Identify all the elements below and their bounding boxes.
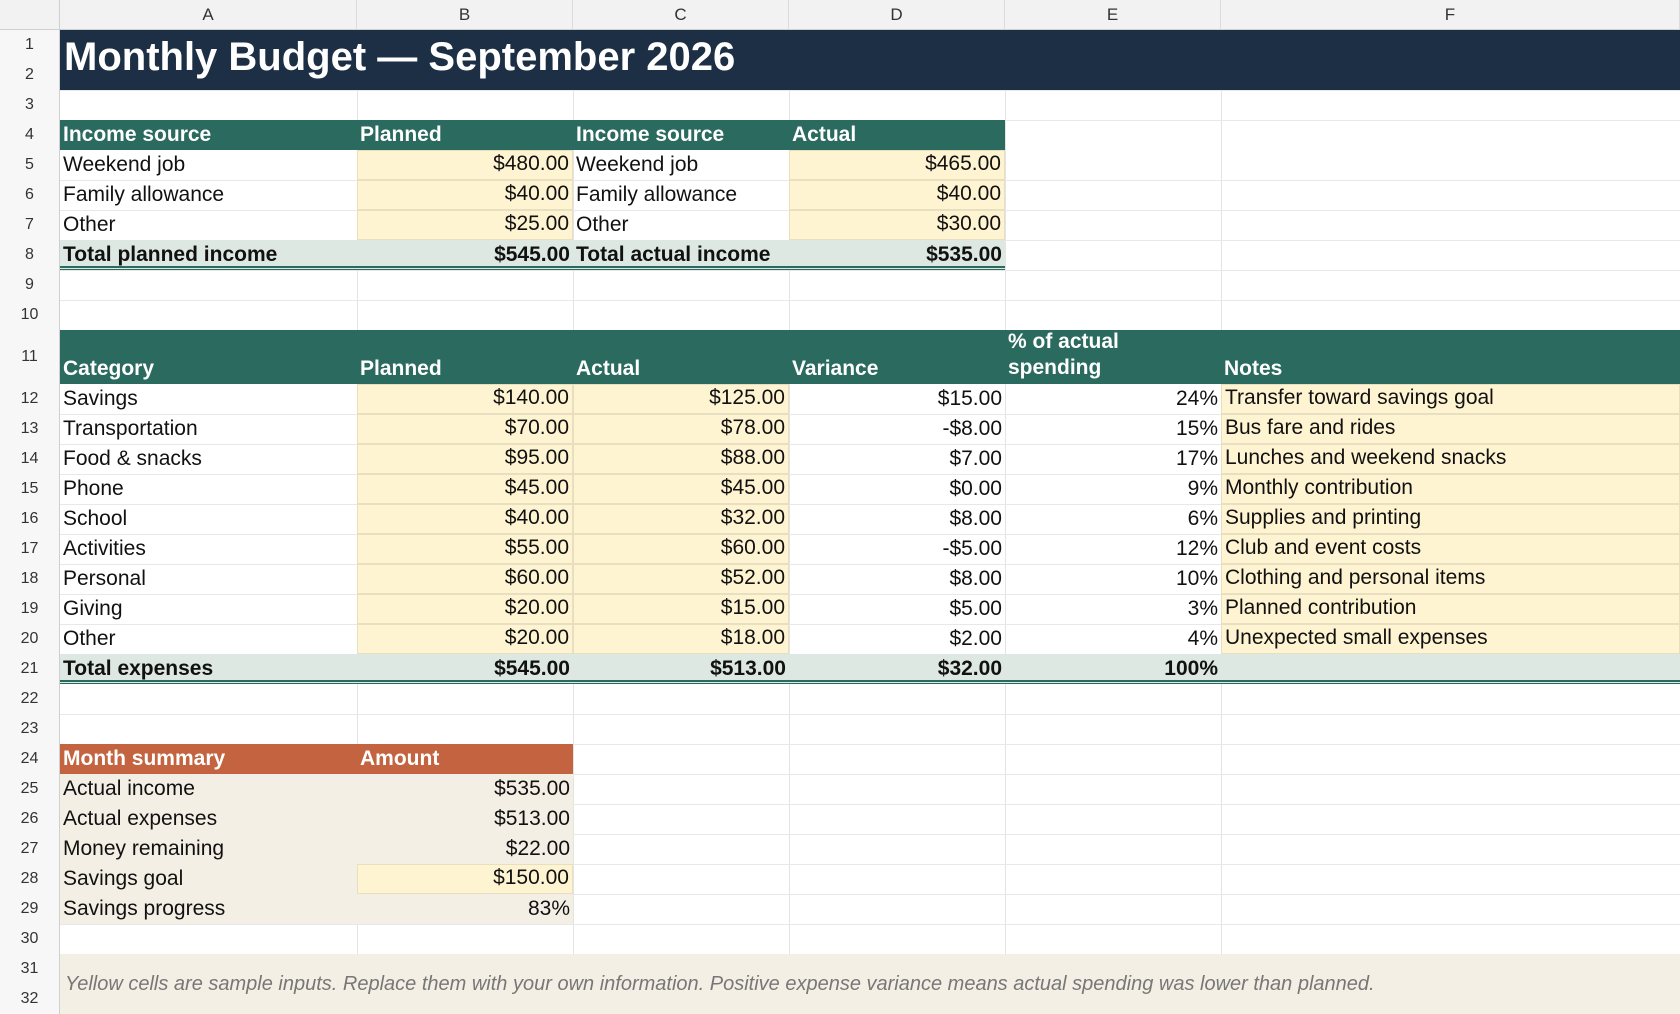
expense-category-cell[interactable]: School [63,507,128,530]
expense-actual-input[interactable]: $125.00 [573,384,789,414]
expense-header-percent[interactable] [1005,330,1221,384]
row-header[interactable]: 26 [0,804,60,834]
expense-variance-cell[interactable]: $0.00 [949,477,1002,500]
expense-header-actual[interactable]: Actual [573,330,789,384]
summary-header-amount[interactable]: Amount [357,744,573,774]
income-source-cell[interactable]: Weekend job [576,153,699,176]
gridline [60,714,1680,715]
expense-category-cell[interactable]: Activities [63,537,146,560]
savings-goal-input[interactable]: $150.00 [357,864,573,894]
gridline [60,924,1680,925]
income-source-cell[interactable]: Weekend job [63,153,186,176]
row-header[interactable]: 24 [0,744,60,774]
expense-actual-input[interactable]: $88.00 [573,444,789,474]
expense-percent-cell[interactable]: 9% [1187,477,1218,500]
gridline [60,90,1680,91]
income-planned-input[interactable]: $25.00 [357,210,573,240]
expense-notes-input[interactable]: Bus fare and rides [1221,414,1680,444]
row-header[interactable]: 7 [0,210,60,240]
expense-percent-cell[interactable]: 10% [1175,567,1218,590]
expense-percent-cell[interactable]: 17% [1175,447,1218,470]
expense-notes-input[interactable]: Clothing and personal items [1221,564,1680,594]
total-planned-income-value[interactable]: $545.00 [357,240,573,270]
income-source-cell[interactable]: Family allowance [63,183,225,206]
summary-label-cell[interactable]: Savings progress [60,894,357,924]
expense-percent-cell[interactable]: 12% [1175,537,1218,560]
row-header[interactable]: 2 [0,60,60,90]
row-header[interactable]: 19 [0,594,60,624]
column-header-f[interactable]: F [1221,0,1680,30]
expense-variance-cell[interactable]: $8.00 [949,567,1002,590]
column-header-b[interactable]: B [357,0,573,30]
expense-variance-cell[interactable]: $15.00 [937,387,1002,410]
column-header-e[interactable]: E [1005,0,1221,30]
expense-notes-input[interactable]: Lunches and weekend snacks [1221,444,1680,474]
expense-header-planned[interactable]: Planned [357,330,573,384]
income-actual-input[interactable]: $40.00 [789,180,1005,210]
expense-planned-input[interactable]: $55.00 [357,534,573,564]
expense-header-category[interactable]: Category [60,330,357,384]
expense-category-cell[interactable]: Personal [63,567,146,590]
expense-notes-input[interactable]: Transfer toward savings goal [1221,384,1680,414]
row-header[interactable]: 21 [0,654,60,684]
expense-notes-input[interactable]: Monthly contribution [1221,474,1680,504]
expense-header-variance[interactable]: Variance [789,330,1005,384]
expense-category-cell[interactable]: Phone [63,477,124,500]
instruction-note[interactable]: Yellow cells are sample inputs. Replace them with your own information. Positive expense variance means actual spending was lower than planned. [60,954,1680,1014]
income-actual-input[interactable]: $30.00 [789,210,1005,240]
expense-variance-cell[interactable]: $8.00 [949,507,1002,530]
row-header[interactable]: 16 [0,504,60,534]
expense-variance-cell[interactable]: -$5.00 [942,537,1002,560]
summary-label-cell[interactable]: Actual income [60,774,357,804]
row-header[interactable]: 10 [0,300,60,330]
expense-percent-cell[interactable]: 6% [1187,507,1218,530]
income-header-actual[interactable]: Actual [789,120,1005,150]
column-header-a[interactable]: A [60,0,357,30]
row-header[interactable]: 5 [0,150,60,180]
gridline [60,270,1680,271]
expense-actual-input[interactable]: $60.00 [573,534,789,564]
income-planned-input[interactable]: $480.00 [357,150,573,180]
total-planned-income-label[interactable]: Total planned income [60,240,357,270]
row-header[interactable]: 31 [0,954,60,984]
summary-header-label[interactable]: Month summary [60,744,357,774]
total-expenses-variance[interactable]: $32.00 [789,654,1005,684]
select-all-corner[interactable] [0,0,60,30]
gridline [60,300,1680,301]
total-expenses-actual[interactable]: $513.00 [573,654,789,684]
summary-label-cell[interactable]: Savings goal [60,864,357,894]
expense-actual-input[interactable]: $52.00 [573,564,789,594]
expense-percent-cell[interactable]: 15% [1175,417,1218,440]
expense-planned-input[interactable]: $70.00 [357,414,573,444]
row-header[interactable]: 23 [0,714,60,744]
row-header[interactable]: 17 [0,534,60,564]
total-expenses-planned[interactable]: $545.00 [357,654,573,684]
income-header-source-actual[interactable]: Income source [573,120,789,150]
column-header-d[interactable]: D [789,0,1005,30]
row-header[interactable]: 22 [0,684,60,714]
income-source-cell[interactable]: Other [63,213,116,236]
expense-variance-cell[interactable]: $7.00 [949,447,1002,470]
expense-percent-cell[interactable]: 24% [1175,387,1218,410]
expense-planned-input[interactable]: $95.00 [357,444,573,474]
row-header[interactable]: 14 [0,444,60,474]
row-header[interactable]: 28 [0,864,60,894]
summary-label-cell[interactable]: Actual expenses [60,804,357,834]
expense-actual-input[interactable]: $32.00 [573,504,789,534]
row-header[interactable]: 4 [0,120,60,150]
row-header[interactable]: 20 [0,624,60,654]
double-underline [60,266,1005,270]
expense-notes-input[interactable]: Unexpected small expenses [1221,624,1680,654]
summary-value-cell[interactable]: $513.00 [357,804,573,834]
total-actual-income-label[interactable]: Total actual income [573,240,789,270]
expense-notes-input[interactable]: Supplies and printing [1221,504,1680,534]
row-header[interactable]: 27 [0,834,60,864]
expense-variance-cell[interactable]: $2.00 [949,627,1002,650]
page-title[interactable]: Monthly Budget — September 2026 [60,30,1680,90]
row-header[interactable]: 18 [0,564,60,594]
row-header[interactable]: 25 [0,774,60,804]
expense-notes-input[interactable]: Planned contribution [1221,594,1680,624]
expense-planned-input[interactable]: $140.00 [357,384,573,414]
income-header-planned[interactable]: Planned [357,120,573,150]
expense-actual-input[interactable]: $18.00 [573,624,789,654]
row-header[interactable]: 29 [0,894,60,924]
total-expenses-label[interactable]: Total expenses [60,654,357,684]
row-header[interactable]: 30 [0,924,60,954]
income-source-cell[interactable]: Family allowance [576,183,738,206]
expense-percent-cell[interactable]: 3% [1187,597,1218,620]
row-header[interactable]: 1 [0,30,60,60]
income-planned-input[interactable]: $40.00 [357,180,573,210]
expense-planned-input[interactable]: $60.00 [357,564,573,594]
expense-actual-input[interactable]: $15.00 [573,594,789,624]
income-actual-input[interactable]: $465.00 [789,150,1005,180]
expense-category-cell[interactable]: Food & snacks [63,447,202,470]
income-source-cell[interactable]: Other [576,213,629,236]
expense-actual-input[interactable]: $78.00 [573,414,789,444]
row-header[interactable]: 3 [0,90,60,120]
expense-variance-cell[interactable]: $5.00 [949,597,1002,620]
row-header[interactable]: 11 [0,330,60,384]
row-header[interactable]: 13 [0,414,60,444]
expense-actual-input[interactable]: $45.00 [573,474,789,504]
expense-header-percent-line1: % of actual [1008,330,1119,353]
income-header-source[interactable]: Income source [60,120,357,150]
expense-category-cell[interactable]: Other [63,627,116,650]
expense-category-cell[interactable]: Savings [63,387,138,410]
row-header[interactable]: 15 [0,474,60,504]
expense-category-cell[interactable]: Giving [63,597,123,620]
summary-value-cell[interactable]: $22.00 [357,834,573,864]
row-header[interactable]: 9 [0,270,60,300]
row-header[interactable]: 8 [0,240,60,270]
row-header[interactable]: 12 [0,384,60,414]
total-actual-income-value[interactable]: $535.00 [789,240,1005,270]
expense-planned-input[interactable]: $20.00 [357,624,573,654]
expense-planned-input[interactable]: $45.00 [357,474,573,504]
expense-category-cell[interactable]: Transportation [63,417,198,440]
row-header[interactable]: 32 [0,984,60,1014]
expense-planned-input[interactable]: $40.00 [357,504,573,534]
summary-label-cell[interactable]: Money remaining [60,834,357,864]
expense-planned-input[interactable]: $20.00 [357,594,573,624]
expense-percent-cell[interactable]: 4% [1187,627,1218,650]
column-header-c[interactable]: C [573,0,789,30]
summary-value-cell[interactable]: 83% [357,894,573,924]
expense-header-notes[interactable]: Notes [1221,330,1680,384]
row-header[interactable]: 6 [0,180,60,210]
total-expenses-percent[interactable]: 100% [1005,654,1221,684]
double-underline [60,680,1680,684]
expense-notes-input[interactable]: Club and event costs [1221,534,1680,564]
expense-variance-cell[interactable]: -$8.00 [942,417,1002,440]
expense-header-percent-line2: spending [1008,356,1102,379]
summary-value-cell[interactable]: $535.00 [357,774,573,804]
